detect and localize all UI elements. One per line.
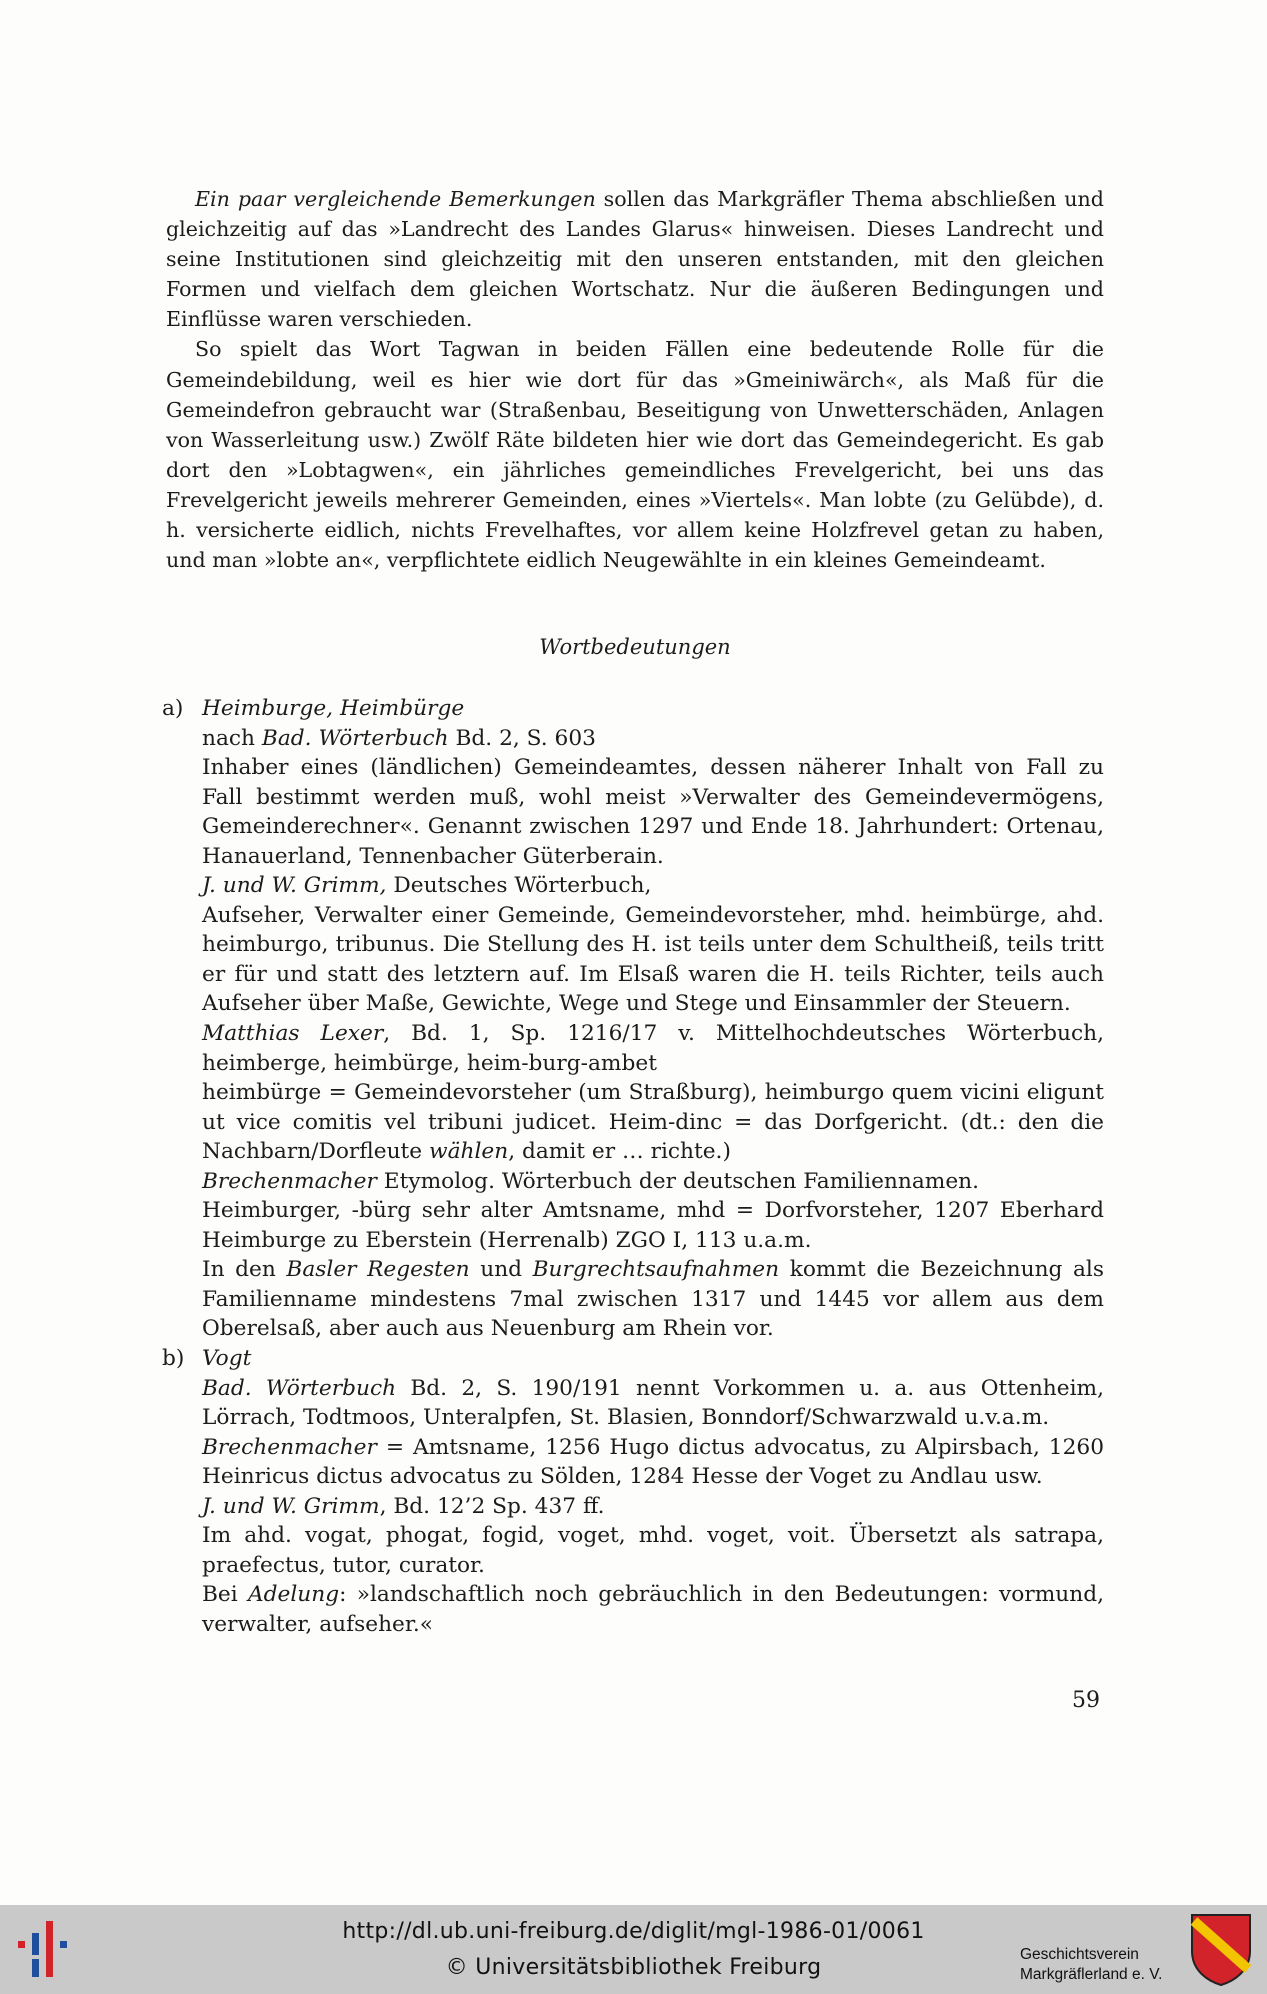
entry-line bbox=[202, 1255, 1104, 1344]
entry-source-italic: Bad. Wörterbuch bbox=[261, 725, 449, 751]
entry-source-italic: wählen bbox=[429, 1139, 509, 1165]
entry-b bbox=[162, 1344, 1104, 1639]
entry-text: nach bbox=[202, 725, 262, 751]
entry-source-italic: Adelung bbox=[247, 1582, 340, 1608]
section-title: Wortbedeutungen bbox=[539, 635, 731, 659]
entry-line bbox=[202, 1167, 1104, 1197]
entry-source-italic: Basler Regesten bbox=[286, 1257, 470, 1283]
entry-text: : »landschaftlich noch gebräuchlich in den Bedeutungen: vormund, verwalter, aufseher.« bbox=[202, 1582, 1104, 1637]
intro-paragraph-2: So spielt das Wort Tagwan in beiden Fällen eine bedeutende Rolle für die Gemeindebildung, weil es hier wie dort für das »Gmeiniwärch«, als Maß für die Gemeindefron gebraucht war (Straßenbau, Beseitigung von Unwetterschäden, Anlagen von Wasserleitung usw.) Zwölf Räte bildeten hier wie dort das Gemeindegericht. Es gab dort den »Lobtagwen«, ein jährliches gemeindliches Frevelgericht, bei uns das Frevelgericht jeweils mehrerer Gemeinden, eines »Viertels«. Man lobte (zu Gelübde), d. h. versicherte eidlich, nichts Frevelhaftes, vor allem keine Holzfrevel getan zu haben, und man »lobte an«, verpflichtete eidlich Neugewählte in ein kleines Gemeindeamt. bbox=[166, 337, 1104, 573]
entry-source-italic: Brechenmacher bbox=[202, 1168, 377, 1194]
intro-paragraph-1 bbox=[166, 184, 1104, 334]
entry-heading: Vogt bbox=[202, 1346, 252, 1372]
entry-line bbox=[202, 1492, 1104, 1522]
entry-line bbox=[202, 1078, 1104, 1167]
entry-text: Etymolog. Wörterbuch der deutschen Familiennamen. bbox=[376, 1168, 980, 1194]
entry-text: Bei bbox=[202, 1582, 248, 1608]
document-url[interactable]: http://dl.ub.uni-freiburg.de/diglit/mgl-1986-01/0061 bbox=[342, 1919, 925, 1944]
entry-letter: a) bbox=[162, 696, 184, 721]
entry-text: Bd. 2, S. 190/191 nennt Vorkommen u. a. aus Ottenheim, Lörrach, Todtmoos, Unteralpfen, St. Blasien, Bonndorf/Schwarzwald u.v.a.m. bbox=[202, 1375, 1104, 1431]
entry-heading: Heimburge, Heimbürge bbox=[202, 696, 465, 721]
entry-line bbox=[202, 1196, 1104, 1255]
entry-letter: b) bbox=[162, 1346, 185, 1372]
entry-text: Inhaber eines (ländlichen) Gemeindeamtes, dessen näherer Inhalt von Fall zu Fall bestimmt werden muß, wohl meist »Verwalter des Gemeindevermögens, Gemeinderechner«. Genannt zwischen 1297 und Ende 18. Jahrhundert: Ortenau, Hanauerland, Tennenbacher Güterberain. bbox=[202, 755, 1104, 869]
entry-text: Bd. 2, S. 603 bbox=[448, 725, 596, 751]
entry-source-italic: Brechenmacher bbox=[202, 1434, 377, 1460]
society-line-1: Geschichtsverein bbox=[1020, 1946, 1139, 1963]
paragraph-text: sollen das Markgräfler Thema abschließen und gleichzeitig auf das »Landrecht des Landes Glarus« hinweisen. Dieses Landrecht und seine Institutionen sind gleichzeitig mit den unseren entstanden, mit den gleichen Formen und vielfach dem gleichen Wortschatz. Nur die äußeren Bedingungen und Einflüsse waren verschieden. bbox=[166, 187, 1104, 332]
coat-of-arms-icon bbox=[1188, 1911, 1254, 1987]
entry-line bbox=[202, 1433, 1104, 1492]
entry-text: und bbox=[469, 1257, 533, 1283]
entry-line bbox=[202, 901, 1104, 1019]
entry-text: Aufseher, Verwalter einer Gemeinde, Gemeindevorsteher, mhd. heimbürge, ahd. heimburgo, tribunus. Die Stellung des H. ist teils unter dem Schultheiß, teils tritt er für und statt des letztern auf. Im Elsaß waren die H. teils Richter, teils auch Aufseher über Maße, Gewichte, Wege und Stege und Einsammler der Steuern. bbox=[202, 902, 1104, 1017]
entry-line bbox=[202, 1019, 1104, 1078]
entry-source-italic: J. und W. Grimm, bbox=[202, 873, 387, 899]
entry-line bbox=[202, 1374, 1104, 1433]
footer-bar bbox=[0, 1905, 1267, 1994]
entry-text: , damit er … richte.) bbox=[508, 1139, 731, 1165]
page-number: 59 bbox=[1072, 1688, 1100, 1713]
copyright-notice: © Universitätsbibliothek Freiburg bbox=[445, 1955, 822, 1980]
entry-text: In den bbox=[202, 1257, 287, 1283]
entry-text: Heimburger, -bürg sehr alter Amtsname, mhd = Dorfvorsteher, 1207 Eberhard Heimburge zu Eberstein (Herrenalb) ZGO I, 113 u.a.m. bbox=[202, 1198, 1104, 1253]
entry-source-italic: Bad. Wörterbuch bbox=[202, 1375, 397, 1401]
entry-text: , Bd. 1, Sp. 1216/17 v. Mittelhochdeutsches Wörterbuch, heimberge, heimbürge, heim-burg-ambet bbox=[202, 1021, 1105, 1076]
entry-source-italic: Matthias Lexer bbox=[202, 1021, 384, 1047]
paragraph-lead-italic: Ein paar vergleichende Bemerkungen bbox=[195, 187, 596, 211]
entry-source-italic: J. und W. Grimm bbox=[202, 1493, 380, 1519]
entry-a bbox=[162, 694, 1104, 1344]
entry-text: Deutsches Wörterbuch, bbox=[386, 873, 652, 899]
entry-text: , Bd. 12’2 Sp. 437 ff. bbox=[379, 1493, 605, 1519]
entry-text: kommt die Bezeichnung als Familienname mindestens 7mal zwischen 1317 und 1445 vor allem aus dem Oberelsaß, aber auch aus Neuenburg am Rhein vor. bbox=[202, 1257, 1104, 1342]
intro-text bbox=[166, 184, 1104, 575]
entry-text: heimbürge = Gemeindevorsteher (um Straßburg), heimburgo quem vicini eligunt ut vice comitis vel tribuni judicet. Heim-dinc = das Dorfgericht. (dt.: den die Nachbarn/Dorfleute bbox=[202, 1080, 1104, 1165]
entry-text: = Amtsname, 1256 Hugo dictus advocatus, zu Alpirsbach, 1260 Heinricus dictus advocatus zu Sölden, 1284 Hesse der Voget zu Andlau usw. bbox=[202, 1434, 1104, 1490]
entry-line bbox=[202, 1580, 1104, 1639]
word-entries bbox=[162, 694, 1104, 1640]
entry-line bbox=[202, 753, 1104, 871]
society-line-2: Markgräflerland e. V. bbox=[1020, 1966, 1163, 1983]
entry-text: Im ahd. vogat, phogat, fogid, voget, mhd. voget, voit. Übersetzt als satrapa, praefectus, tutor, curator. bbox=[202, 1523, 1104, 1578]
entry-line bbox=[202, 724, 1104, 754]
entry-line bbox=[202, 1521, 1104, 1580]
entry-source-italic: Burgrechtsaufnahmen bbox=[532, 1257, 780, 1283]
entry-line bbox=[202, 871, 1104, 901]
society-name bbox=[1020, 1945, 1162, 1985]
